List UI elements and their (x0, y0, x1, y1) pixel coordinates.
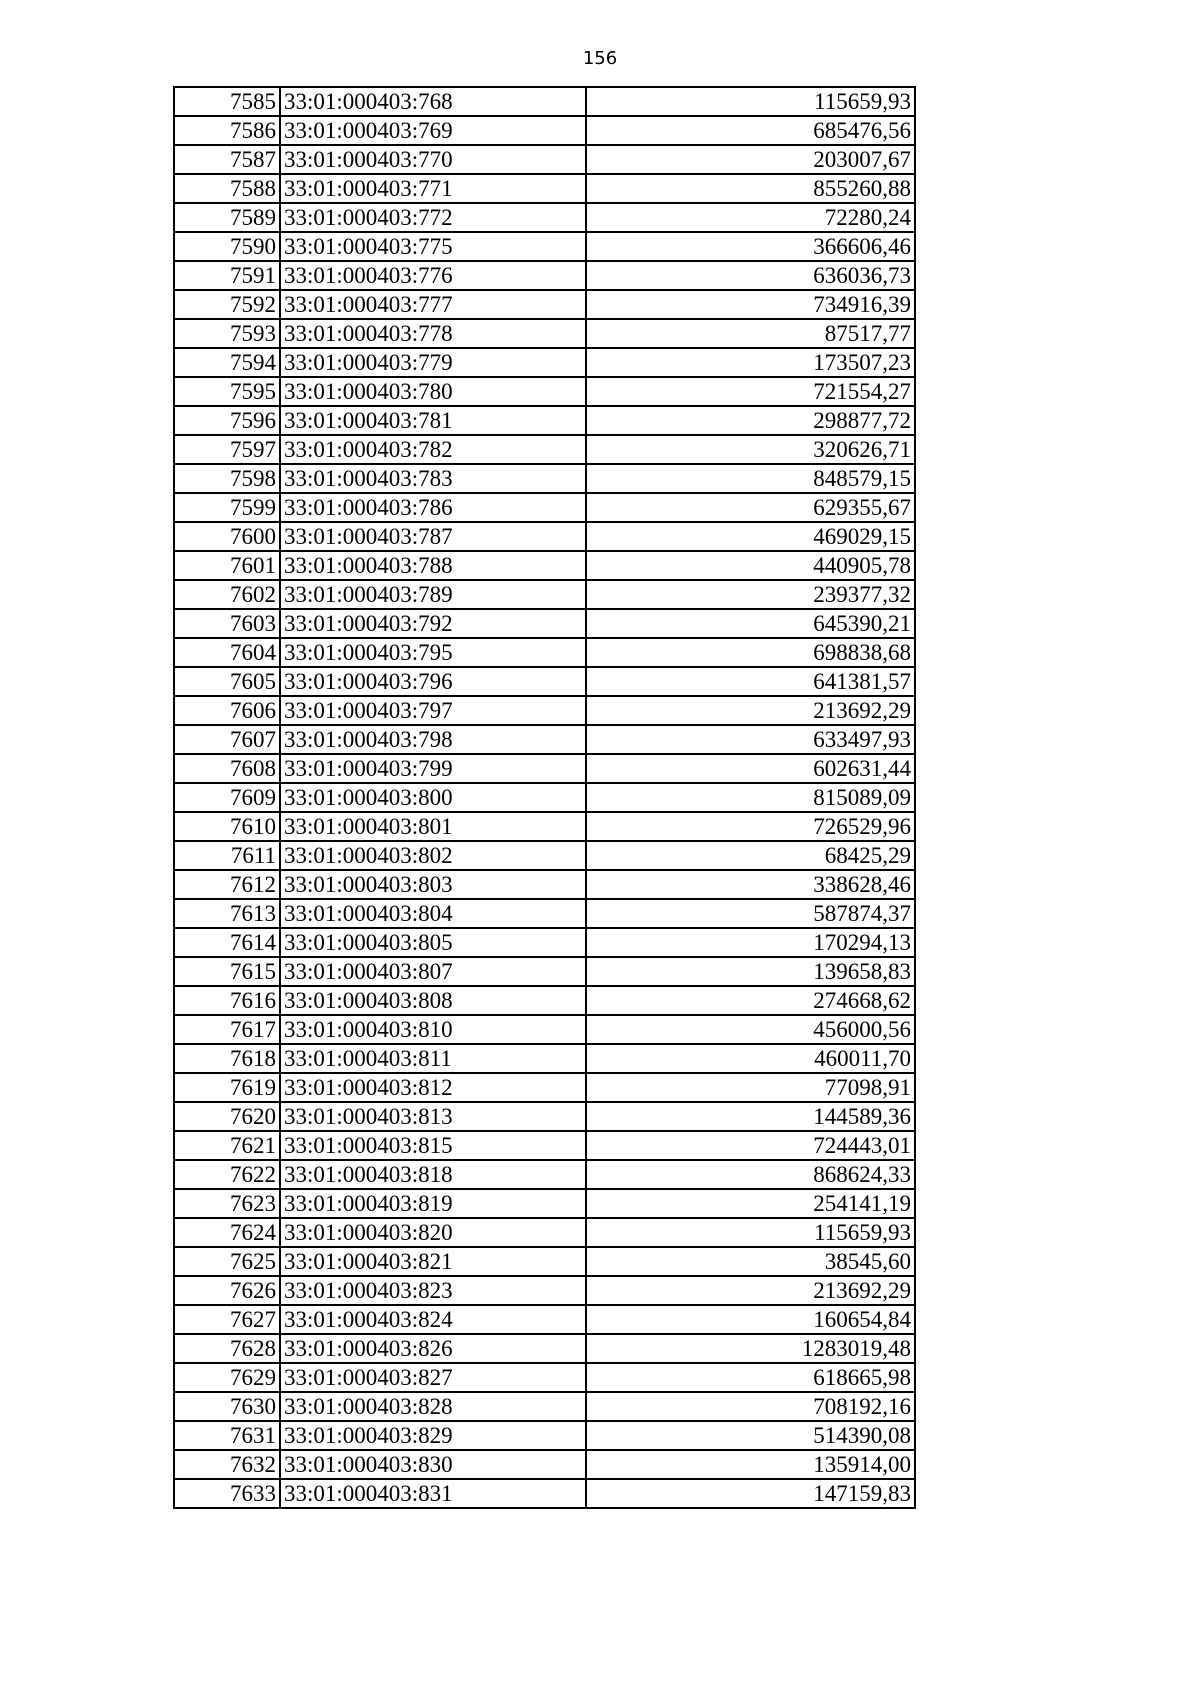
row-number-cell: 7629 (174, 1363, 280, 1392)
table-row (174, 348, 915, 377)
row-number-cell: 7601 (174, 551, 280, 580)
row-number-cell: 7621 (174, 1131, 280, 1160)
value-cell: 87517,77 (586, 319, 915, 348)
row-number-cell: 7626 (174, 1276, 280, 1305)
cadastral-number-cell: 33:01:000403:796 (280, 667, 586, 696)
row-number-cell: 7602 (174, 580, 280, 609)
row-number-cell: 7594 (174, 348, 280, 377)
table-row (174, 1131, 915, 1160)
value-cell: 460011,70 (586, 1044, 915, 1073)
value-cell: 514390,08 (586, 1421, 915, 1450)
row-number-cell: 7610 (174, 812, 280, 841)
table-row (174, 986, 915, 1015)
row-number-cell: 7633 (174, 1479, 280, 1508)
value-cell: 254141,19 (586, 1189, 915, 1218)
row-number-cell: 7605 (174, 667, 280, 696)
row-number-cell: 7604 (174, 638, 280, 667)
cadastral-number-cell: 33:01:000403:780 (280, 377, 586, 406)
value-cell: 239377,32 (586, 580, 915, 609)
row-number-cell: 7614 (174, 928, 280, 957)
table-row (174, 261, 915, 290)
cadastral-number-cell: 33:01:000403:769 (280, 116, 586, 145)
value-cell: 602631,44 (586, 754, 915, 783)
cadastral-number-cell: 33:01:000403:807 (280, 957, 586, 986)
cadastral-number-cell: 33:01:000403:802 (280, 841, 586, 870)
cadastral-number-cell: 33:01:000403:815 (280, 1131, 586, 1160)
value-cell: 645390,21 (586, 609, 915, 638)
cadastral-number-cell: 33:01:000403:829 (280, 1421, 586, 1450)
value-cell: 721554,27 (586, 377, 915, 406)
table-row (174, 1044, 915, 1073)
value-cell: 38545,60 (586, 1247, 915, 1276)
value-cell: 77098,91 (586, 1073, 915, 1102)
row-number-cell: 7591 (174, 261, 280, 290)
value-cell: 115659,93 (586, 1218, 915, 1247)
table-row (174, 667, 915, 696)
row-number-cell: 7588 (174, 174, 280, 203)
row-number-cell: 7632 (174, 1450, 280, 1479)
table-row (174, 870, 915, 899)
table-row (174, 174, 915, 203)
cadastral-number-cell: 33:01:000403:810 (280, 1015, 586, 1044)
value-cell: 868624,33 (586, 1160, 915, 1189)
table-row (174, 638, 915, 667)
row-number-cell: 7599 (174, 493, 280, 522)
value-cell: 618665,98 (586, 1363, 915, 1392)
cadastral-number-cell: 33:01:000403:772 (280, 203, 586, 232)
cadastral-number-cell: 33:01:000403:819 (280, 1189, 586, 1218)
cadastral-number-cell: 33:01:000403:831 (280, 1479, 586, 1508)
cadastral-number-cell: 33:01:000403:783 (280, 464, 586, 493)
cadastral-number-cell: 33:01:000403:808 (280, 986, 586, 1015)
table-row (174, 1102, 915, 1131)
table-row (174, 1276, 915, 1305)
cadastral-number-cell: 33:01:000403:786 (280, 493, 586, 522)
table-row (174, 1334, 915, 1363)
table-row (174, 928, 915, 957)
row-number-cell: 7609 (174, 783, 280, 812)
table-row (174, 87, 915, 116)
table-row (174, 232, 915, 261)
value-cell: 636036,73 (586, 261, 915, 290)
cadastral-number-cell: 33:01:000403:804 (280, 899, 586, 928)
table-row (174, 841, 915, 870)
value-cell: 274668,62 (586, 986, 915, 1015)
row-number-cell: 7624 (174, 1218, 280, 1247)
value-cell: 587874,37 (586, 899, 915, 928)
cadastral-number-cell: 33:01:000403:820 (280, 1218, 586, 1247)
value-cell: 147159,83 (586, 1479, 915, 1508)
value-cell: 366606,46 (586, 232, 915, 261)
row-number-cell: 7608 (174, 754, 280, 783)
table-body (174, 87, 915, 1508)
table-row (174, 290, 915, 319)
value-cell: 144589,36 (586, 1102, 915, 1131)
value-cell: 135914,00 (586, 1450, 915, 1479)
cadastral-number-cell: 33:01:000403:787 (280, 522, 586, 551)
table-row (174, 522, 915, 551)
cadastral-number-cell: 33:01:000403:821 (280, 1247, 586, 1276)
cadastral-number-cell: 33:01:000403:797 (280, 696, 586, 725)
table-row (174, 754, 915, 783)
row-number-cell: 7611 (174, 841, 280, 870)
cadastral-number-cell: 33:01:000403:768 (280, 87, 586, 116)
row-number-cell: 7585 (174, 87, 280, 116)
row-number-cell: 7615 (174, 957, 280, 986)
row-number-cell: 7613 (174, 899, 280, 928)
value-cell: 170294,13 (586, 928, 915, 957)
cadastral-number-cell: 33:01:000403:789 (280, 580, 586, 609)
row-number-cell: 7627 (174, 1305, 280, 1334)
table-row (174, 812, 915, 841)
cadastral-number-cell: 33:01:000403:811 (280, 1044, 586, 1073)
row-number-cell: 7618 (174, 1044, 280, 1073)
cadastral-number-cell: 33:01:000403:800 (280, 783, 586, 812)
cadastral-number-cell: 33:01:000403:771 (280, 174, 586, 203)
cadastral-number-cell: 33:01:000403:824 (280, 1305, 586, 1334)
cadastral-number-cell: 33:01:000403:818 (280, 1160, 586, 1189)
value-cell: 68425,29 (586, 841, 915, 870)
value-cell: 685476,56 (586, 116, 915, 145)
value-cell: 320626,71 (586, 435, 915, 464)
row-number-cell: 7628 (174, 1334, 280, 1363)
table-row (174, 435, 915, 464)
value-cell: 848579,15 (586, 464, 915, 493)
table-row (174, 1392, 915, 1421)
value-cell: 698838,68 (586, 638, 915, 667)
row-number-cell: 7616 (174, 986, 280, 1015)
cadastral-number-cell: 33:01:000403:788 (280, 551, 586, 580)
cadastral-number-cell: 33:01:000403:827 (280, 1363, 586, 1392)
value-cell: 298877,72 (586, 406, 915, 435)
table-row (174, 203, 915, 232)
value-cell: 734916,39 (586, 290, 915, 319)
row-number-cell: 7595 (174, 377, 280, 406)
cadastral-number-cell: 33:01:000403:828 (280, 1392, 586, 1421)
table-row (174, 580, 915, 609)
table-row (174, 1305, 915, 1334)
cadastral-number-cell: 33:01:000403:795 (280, 638, 586, 667)
table-row (174, 696, 915, 725)
cadastral-number-cell: 33:01:000403:792 (280, 609, 586, 638)
row-number-cell: 7619 (174, 1073, 280, 1102)
row-number-cell: 7597 (174, 435, 280, 464)
row-number-cell: 7600 (174, 522, 280, 551)
value-cell: 629355,67 (586, 493, 915, 522)
table-row (174, 899, 915, 928)
cadastral-number-cell: 33:01:000403:801 (280, 812, 586, 841)
row-number-cell: 7590 (174, 232, 280, 261)
row-number-cell: 7587 (174, 145, 280, 174)
value-cell: 440905,78 (586, 551, 915, 580)
cadastral-number-cell: 33:01:000403:798 (280, 725, 586, 754)
value-cell: 213692,29 (586, 696, 915, 725)
cadastral-number-cell: 33:01:000403:775 (280, 232, 586, 261)
value-cell: 469029,15 (586, 522, 915, 551)
table-row (174, 1160, 915, 1189)
value-cell: 633497,93 (586, 725, 915, 754)
value-cell: 456000,56 (586, 1015, 915, 1044)
row-number-cell: 7603 (174, 609, 280, 638)
table-row (174, 406, 915, 435)
value-cell: 139658,83 (586, 957, 915, 986)
row-number-cell: 7593 (174, 319, 280, 348)
value-cell: 173507,23 (586, 348, 915, 377)
value-cell: 855260,88 (586, 174, 915, 203)
table-row (174, 1479, 915, 1508)
row-number-cell: 7617 (174, 1015, 280, 1044)
cadastral-number-cell: 33:01:000403:803 (280, 870, 586, 899)
cadastral-number-cell: 33:01:000403:777 (280, 290, 586, 319)
table-row (174, 1073, 915, 1102)
cadastral-number-cell: 33:01:000403:826 (280, 1334, 586, 1363)
value-cell: 1283019,48 (586, 1334, 915, 1363)
cadastral-number-cell: 33:01:000403:805 (280, 928, 586, 957)
cadastral-number-cell: 33:01:000403:813 (280, 1102, 586, 1131)
cadastral-number-cell: 33:01:000403:812 (280, 1073, 586, 1102)
row-number-cell: 7622 (174, 1160, 280, 1189)
cadastral-number-cell: 33:01:000403:776 (280, 261, 586, 290)
cadastral-number-cell: 33:01:000403:779 (280, 348, 586, 377)
table-row (174, 1015, 915, 1044)
value-cell: 160654,84 (586, 1305, 915, 1334)
table-row (174, 464, 915, 493)
row-number-cell: 7606 (174, 696, 280, 725)
value-cell: 724443,01 (586, 1131, 915, 1160)
cadastral-number-cell: 33:01:000403:799 (280, 754, 586, 783)
cadastral-number-cell: 33:01:000403:781 (280, 406, 586, 435)
cadastral-number-cell: 33:01:000403:778 (280, 319, 586, 348)
page-number: 156 (582, 48, 618, 69)
row-number-cell: 7623 (174, 1189, 280, 1218)
table-row (174, 609, 915, 638)
row-number-cell: 7596 (174, 406, 280, 435)
value-cell: 72280,24 (586, 203, 915, 232)
row-number-cell: 7598 (174, 464, 280, 493)
value-cell: 815089,09 (586, 783, 915, 812)
table-row (174, 1363, 915, 1392)
cadastral-number-cell: 33:01:000403:770 (280, 145, 586, 174)
table-row (174, 116, 915, 145)
table-row (174, 1421, 915, 1450)
row-number-cell: 7589 (174, 203, 280, 232)
row-number-cell: 7630 (174, 1392, 280, 1421)
row-number-cell: 7612 (174, 870, 280, 899)
cadastral-number-cell: 33:01:000403:782 (280, 435, 586, 464)
row-number-cell: 7620 (174, 1102, 280, 1131)
table-row (174, 725, 915, 754)
row-number-cell: 7631 (174, 1421, 280, 1450)
row-number-cell: 7607 (174, 725, 280, 754)
table-row (174, 377, 915, 406)
cadastral-number-cell: 33:01:000403:830 (280, 1450, 586, 1479)
table-row (174, 1218, 915, 1247)
table-row (174, 1247, 915, 1276)
row-number-cell: 7586 (174, 116, 280, 145)
cadastral-value-table (173, 86, 916, 1509)
table-row (174, 551, 915, 580)
table-row (174, 783, 915, 812)
table-row (174, 957, 915, 986)
value-cell: 338628,46 (586, 870, 915, 899)
table-row (174, 319, 915, 348)
table-row (174, 145, 915, 174)
value-cell: 203007,67 (586, 145, 915, 174)
cadastral-number-cell: 33:01:000403:823 (280, 1276, 586, 1305)
value-cell: 726529,96 (586, 812, 915, 841)
value-cell: 641381,57 (586, 667, 915, 696)
value-cell: 708192,16 (586, 1392, 915, 1421)
table-row (174, 493, 915, 522)
table-row (174, 1189, 915, 1218)
row-number-cell: 7625 (174, 1247, 280, 1276)
value-cell: 115659,93 (586, 87, 915, 116)
value-cell: 213692,29 (586, 1276, 915, 1305)
table-row (174, 1450, 915, 1479)
row-number-cell: 7592 (174, 290, 280, 319)
